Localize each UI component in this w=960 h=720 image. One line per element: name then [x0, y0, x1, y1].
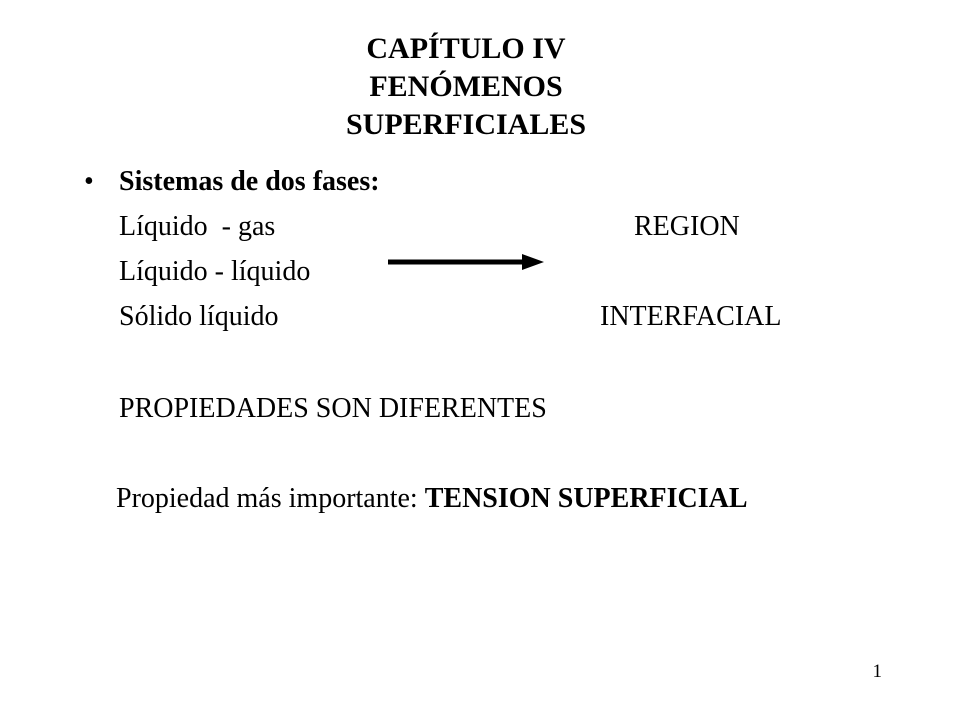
properties-statement: PROPIEDADES SON DIFERENTES — [119, 393, 547, 424]
bullet-heading: Sistemas de dos fases: — [119, 166, 380, 197]
important-property-prefix: Propiedad más importante: — [116, 483, 425, 514]
right-arrow-icon — [386, 250, 546, 274]
phase-liquid-liquid: Líquido - líquido — [119, 256, 311, 287]
slide-number: 1 — [872, 661, 882, 682]
important-property — [116, 481, 748, 517]
title-line-2: FENÓMENOS — [369, 70, 563, 103]
region-label: REGION — [634, 211, 740, 242]
bullet-marker: • — [84, 166, 94, 197]
title-line-1: CAPÍTULO IV — [366, 32, 566, 65]
phase-liquid-gas: Líquido - gas — [119, 211, 276, 242]
important-property-value: TENSION SUPERFICIAL — [424, 483, 748, 514]
title-line-3: SUPERFICIALES — [345, 108, 587, 141]
interfacial-label: INTERFACIAL — [600, 301, 782, 332]
slide-title — [0, 30, 960, 144]
phase-solid-liquid: Sólido líquido — [119, 301, 279, 332]
